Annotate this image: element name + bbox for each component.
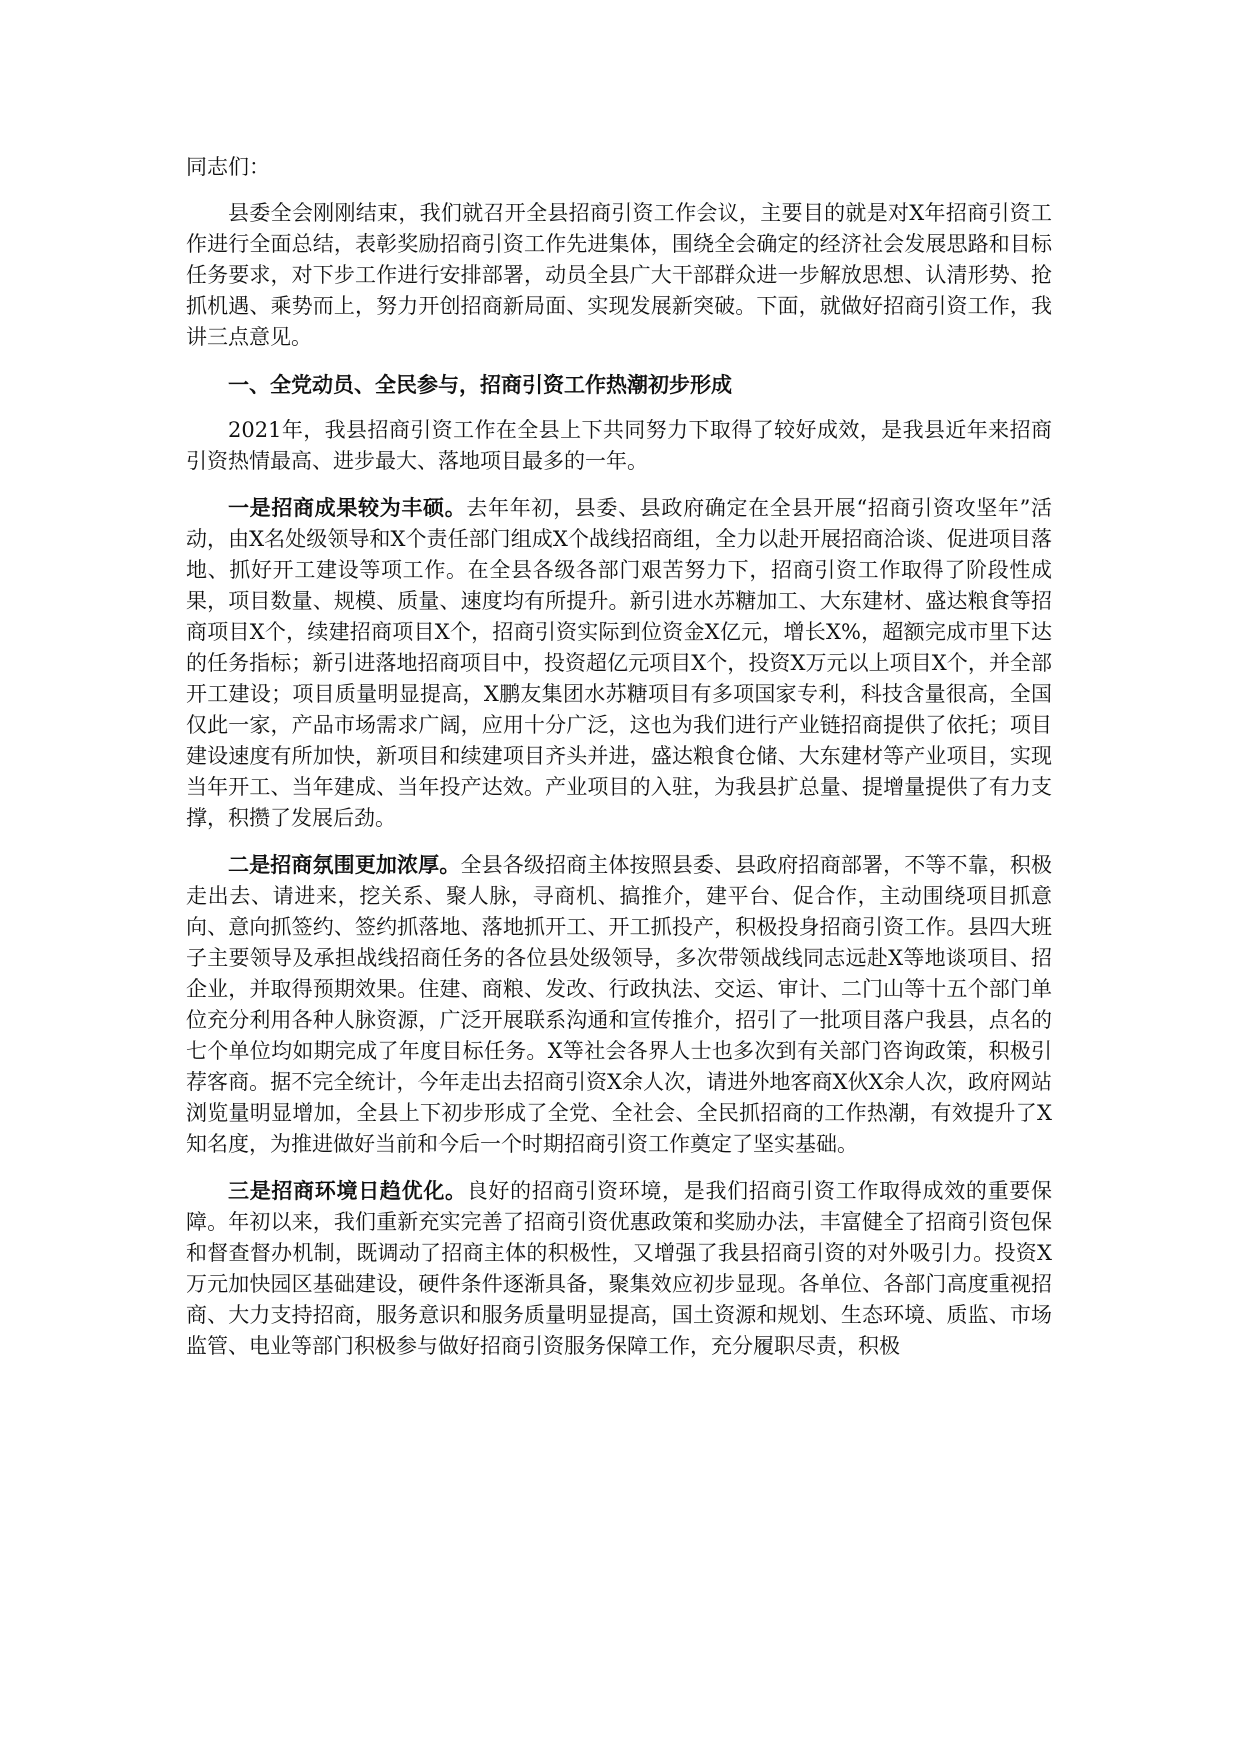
section-summary: 2021年，我县招商引资工作在全县上下共同努力下取得了较好成效，是我县近年来招商引资热情最高、进步最大、落地项目最多的一年。 [186, 418, 1052, 473]
point-three-body: 良好的招商引资环境，是我们招商引资工作取得成效的重要保障。年初以来，我们重新充实完善了招商引资优惠政策和奖励办法，丰富健全了招商引资包保和督查督办机制，既调动了招商主体的积极性，又增强了我县招商引资的对外吸引力。投资X万元加快园区基础建设，硬件条件逐渐具备，聚集效应初步显现。各单位、各部门高度重视招商、大力支持招商，服务意识和服务质量明显提高，国土资源和规划、生态环境、质监、市场监管、电业等部门积极参与做好招商引资服务保障工作，充分履职尽责，积极 [186, 1179, 1053, 1358]
point-two-body: 全县各级招商主体按照县委、县政府招商部署，不等不靠，积极走出去、请进来，挖关系、聚人脉，寻商机、搞推介，建平台、促合作，主动围绕项目抓意向、意向抓签约、签约抓落地、落地抓开工、开工抓投产，积极投身招商引资工作。县四大班子主要领导及承担战线招商任务的各位县处级领导，多次带领战线同志远赴X等地谈项目、招企业，并取得预期效果。住建、商粮、发改、行政执法、交运、审计、二门山等十五个部门单位充分利用各种人脉资源，广泛开展联系沟通和宣传推介，招引了一批项目落户我县，点名的七个单位均如期完成了年度目标任务。X等社会各界人士也多次到有关部门咨询政策，积极引荐客商。据不完全统计，今年走出去招商引资X余人次，请进外地客商X伙X余人次，政府网站浏览量明显增加，全县上下初步形成了全党、全社会、全民抓招商的工作热潮，有效提升了X知名度，为推进做好当前和今后一个时期招商引资工作奠定了坚实基础。 [186, 853, 1053, 1156]
point-one-paragraph [186, 492, 1052, 834]
point-one-lead: 一是招商成果较为丰硕。 [228, 495, 467, 520]
document-page [186, 152, 1052, 1362]
intro-paragraph: 县委全会刚刚结束，我们就召开全县招商引资工作会议，主要目的就是对X年招商引资工作进行全面总结，表彰奖励招商引资工作先进集体，围绕全会确定的经济社会发展思路和目标任务要求，对下步工作进行安排部署，动员全县广大干部群众进一步解放思想、认清形势、抢抓机遇、乘势而上，努力开创招商新局面、实现发展新突破。下面，就做好招商引资工作，我讲三点意见。 [186, 201, 1052, 349]
point-two-paragraph [186, 849, 1052, 1160]
point-three-lead: 三是招商环境日趋优化。 [228, 1178, 467, 1203]
section-heading: 一、全党动员、全民参与，招商引资工作热潮初步形成 [228, 372, 732, 397]
salutation: 同志们： [186, 155, 270, 179]
point-three-paragraph [186, 1175, 1052, 1362]
point-one-body: 去年年初，县委、县政府确定在全县开展“招商引资攻坚年”活动，由X名处级领导和X个责任部门组成X个战线招商组，全力以赴开展招商洽谈、促进项目落地、抓好开工建设等项工作。在全县各级各部门艰苦努力下，招商引资工作取得了阶段性成果，项目数量、规模、质量、速度均有所提升。新引进水苏糖加工、大东建材、盛达粮食等招商项目X个，续建招商项目X个，招商引资实际到位资金X亿元，增长X%，超额完成市里下达的任务指标；新引进落地招商项目中，投资超亿元项目X个，投资X万元以上项目X个，并全部开工建设；项目质量明显提高，X鹏友集团水苏糖项目有多项国家专利，科技含量很高，全国仅此一家，产品市场需求广阔，应用十分广泛，这也为我们进行产业链招商提供了依托；项目建设速度有所加快，新项目和续建项目齐头并进，盛达粮食仓储、大东建材等产业项目，实现当年开工、当年建成、当年投产达效。产业项目的入驻，为我县扩总量、提增量提供了有力支撑，积攒了发展后劲。 [186, 496, 1052, 830]
point-two-lead: 二是招商氛围更加浓厚。 [228, 852, 461, 877]
